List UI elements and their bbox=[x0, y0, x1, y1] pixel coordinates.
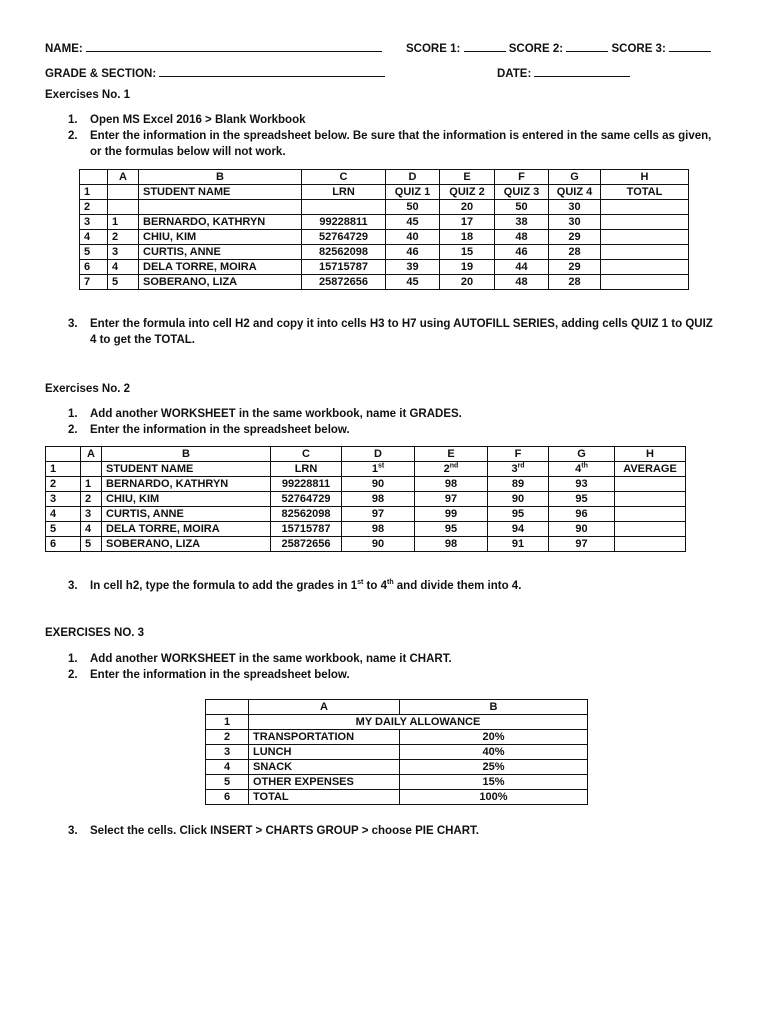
ex3-step-3: 3. Select the cells. Click INSERT > CHARTS GROUP > choose PIE CHART. bbox=[68, 825, 479, 837]
ex1-step-2: 2. Enter the information in the spreadsheet below. Be sure that the information is entered in the same cells as given, or the formulas below will not work. bbox=[68, 130, 712, 158]
table-cell: SNACK bbox=[249, 760, 400, 775]
table-cell: BERNARDO, KATHRYN bbox=[139, 215, 302, 230]
table-cell: 3 bbox=[81, 507, 102, 522]
score1-blank bbox=[464, 40, 506, 52]
ex1-spreadsheet bbox=[79, 169, 689, 290]
ex3-spreadsheet bbox=[205, 699, 588, 805]
table-cell: 5 bbox=[81, 537, 102, 552]
table-cell: 98 bbox=[342, 522, 415, 537]
column-letter bbox=[206, 700, 249, 715]
table-cell bbox=[601, 245, 689, 260]
table-row bbox=[46, 492, 686, 507]
ex2-steps bbox=[68, 406, 718, 438]
table-row bbox=[46, 477, 686, 492]
table-row bbox=[80, 245, 689, 260]
ex1-step-1: 1. Open MS Excel 2016 > Blank Workbook bbox=[68, 114, 306, 126]
ex3-steps-cont bbox=[68, 823, 718, 839]
table-cell: STUDENT NAME bbox=[139, 185, 302, 200]
table-cell bbox=[615, 537, 686, 552]
header-grade-row bbox=[45, 65, 385, 80]
table-cell: 90 bbox=[488, 492, 549, 507]
row-number: 4 bbox=[80, 230, 108, 245]
score2-label: SCORE 2: bbox=[508, 43, 564, 55]
table-cell: CURTIS, ANNE bbox=[139, 245, 302, 260]
row-number: 1 bbox=[46, 462, 81, 477]
column-letter: E bbox=[415, 447, 488, 462]
table-cell bbox=[615, 522, 686, 537]
table-cell: 3 bbox=[108, 245, 139, 260]
table-cell: 40% bbox=[400, 745, 588, 760]
table-cell: 82562098 bbox=[271, 507, 342, 522]
table-cell bbox=[601, 200, 689, 215]
score3-blank bbox=[669, 40, 711, 52]
table-cell: CHIU, KIM bbox=[139, 230, 302, 245]
column-letter: A bbox=[249, 700, 400, 715]
row-number: 2 bbox=[206, 730, 249, 745]
table-cell: QUIZ 1 bbox=[386, 185, 440, 200]
ex1-title: Exercises No. 1 bbox=[45, 89, 131, 101]
table-row bbox=[46, 522, 686, 537]
table-cell: 89 bbox=[488, 477, 549, 492]
table-cell bbox=[615, 477, 686, 492]
column-letter: E bbox=[440, 170, 495, 185]
table-cell: 100% bbox=[400, 790, 588, 805]
ex3-step-2: 2. Enter the information in the spreadsheet below. bbox=[68, 669, 350, 681]
column-letter: H bbox=[615, 447, 686, 462]
ex1-step-3: 3. Enter the formula into cell H2 and copy it into cells H3 to H7 using AUTOFILL SERIES, adding cells QUIZ 1 to QUIZ 4 to get the TOTAL. bbox=[68, 318, 713, 346]
ex3-title-row bbox=[206, 715, 588, 730]
ex3-steps bbox=[68, 651, 718, 683]
table-cell: 96 bbox=[549, 507, 615, 522]
table-row bbox=[206, 790, 588, 805]
score3-label: SCORE 3: bbox=[611, 43, 666, 55]
column-letter: B bbox=[102, 447, 271, 462]
ex1-col-header-row bbox=[80, 170, 689, 185]
row-number: 4 bbox=[206, 760, 249, 775]
table-cell: 48 bbox=[495, 275, 549, 290]
date-label: DATE: bbox=[497, 68, 532, 80]
row-number: 7 bbox=[80, 275, 108, 290]
column-letter: H bbox=[601, 170, 689, 185]
row-number: 5 bbox=[206, 775, 249, 790]
column-letter: A bbox=[81, 447, 102, 462]
table-row bbox=[206, 745, 588, 760]
header-cell: STUDENT NAME bbox=[102, 462, 271, 477]
table-cell: 90 bbox=[549, 522, 615, 537]
ex3-step-1: 1. Add another WORKSHEET in the same workbook, name it CHART. bbox=[68, 653, 452, 665]
table-row bbox=[80, 215, 689, 230]
ex2-steps-cont bbox=[68, 578, 718, 594]
table-cell: LUNCH bbox=[249, 745, 400, 760]
row-number: 4 bbox=[46, 507, 81, 522]
ex2-title: Exercises No. 2 bbox=[45, 383, 131, 395]
table-cell: 50 bbox=[495, 200, 549, 215]
table-row bbox=[80, 200, 689, 215]
column-letter: B bbox=[400, 700, 588, 715]
table-cell: 29 bbox=[549, 260, 601, 275]
ex2-step-1: 1. Add another WORKSHEET in the same workbook, name it GRADES. bbox=[68, 408, 462, 420]
table-cell: 97 bbox=[415, 492, 488, 507]
table-cell: OTHER EXPENSES bbox=[249, 775, 400, 790]
table-cell: 98 bbox=[415, 537, 488, 552]
ex2-col-header-row bbox=[46, 447, 686, 462]
ex1-steps bbox=[68, 112, 718, 160]
ex1-steps-cont bbox=[68, 316, 718, 348]
ex2-step-3: 3. In cell h2, type the formula to add the grades in 1st to 4th and divide them into 4. bbox=[68, 579, 522, 592]
row-number: 1 bbox=[80, 185, 108, 200]
table-cell: 97 bbox=[342, 507, 415, 522]
table-cell: 97 bbox=[549, 537, 615, 552]
table-cell: 99 bbox=[415, 507, 488, 522]
table-row bbox=[206, 775, 588, 790]
header-cell: 3rd bbox=[488, 462, 549, 477]
table-cell: 20 bbox=[440, 275, 495, 290]
row-number: 1 bbox=[206, 715, 249, 730]
column-letter bbox=[80, 170, 108, 185]
table-cell: 15 bbox=[440, 245, 495, 260]
table-cell: 20 bbox=[440, 200, 495, 215]
table-cell: 50 bbox=[386, 200, 440, 215]
table-cell: 90 bbox=[342, 537, 415, 552]
table-cell bbox=[601, 230, 689, 245]
table-cell: 46 bbox=[386, 245, 440, 260]
ex3-col-header-row bbox=[206, 700, 588, 715]
table-cell: CURTIS, ANNE bbox=[102, 507, 271, 522]
table-cell: 99228811 bbox=[302, 215, 386, 230]
table-row bbox=[46, 507, 686, 522]
table-cell: SOBERANO, LIZA bbox=[139, 275, 302, 290]
column-letter bbox=[46, 447, 81, 462]
header-cell: 4th bbox=[549, 462, 615, 477]
table-cell bbox=[139, 200, 302, 215]
row-number: 3 bbox=[80, 215, 108, 230]
table-cell: TRANSPORTATION bbox=[249, 730, 400, 745]
date-blank bbox=[534, 65, 630, 77]
table-cell: 94 bbox=[488, 522, 549, 537]
table-row bbox=[80, 275, 689, 290]
table-cell: 15% bbox=[400, 775, 588, 790]
allowance-title: MY DAILY ALLOWANCE bbox=[249, 715, 588, 730]
table-row bbox=[206, 760, 588, 775]
table-cell: 95 bbox=[415, 522, 488, 537]
table-cell: 15715787 bbox=[271, 522, 342, 537]
table-cell: 19 bbox=[440, 260, 495, 275]
table-cell: 99228811 bbox=[271, 477, 342, 492]
column-letter: C bbox=[271, 447, 342, 462]
table-cell: 95 bbox=[488, 507, 549, 522]
table-cell: QUIZ 2 bbox=[440, 185, 495, 200]
table-cell: 28 bbox=[549, 245, 601, 260]
table-cell: DELA TORRE, MOIRA bbox=[102, 522, 271, 537]
ex2-step-2: 2. Enter the information in the spreadsheet below. bbox=[68, 424, 350, 436]
table-cell: BERNARDO, KATHRYN bbox=[102, 477, 271, 492]
table-cell: 30 bbox=[549, 200, 601, 215]
column-letter: G bbox=[549, 447, 615, 462]
table-cell: LRN bbox=[302, 185, 386, 200]
name-label: NAME: bbox=[45, 43, 83, 55]
header-cell: AVERAGE bbox=[615, 462, 686, 477]
column-letter: A bbox=[108, 170, 139, 185]
table-cell: QUIZ 3 bbox=[495, 185, 549, 200]
row-number: 6 bbox=[206, 790, 249, 805]
column-letter: G bbox=[549, 170, 601, 185]
table-cell: 5 bbox=[108, 275, 139, 290]
grade-section-label: GRADE & SECTION: bbox=[45, 68, 157, 80]
name-blank bbox=[86, 40, 382, 52]
table-cell bbox=[108, 185, 139, 200]
column-letter: D bbox=[386, 170, 440, 185]
table-cell: 2 bbox=[108, 230, 139, 245]
table-cell: 98 bbox=[342, 492, 415, 507]
table-cell: SOBERANO, LIZA bbox=[102, 537, 271, 552]
score2-blank bbox=[566, 40, 608, 52]
table-cell: 4 bbox=[108, 260, 139, 275]
table-cell: 29 bbox=[549, 230, 601, 245]
table-cell: 25872656 bbox=[302, 275, 386, 290]
table-cell: 91 bbox=[488, 537, 549, 552]
table-cell: 98 bbox=[415, 477, 488, 492]
table-cell: 38 bbox=[495, 215, 549, 230]
table-cell: 39 bbox=[386, 260, 440, 275]
table-cell: 52764729 bbox=[302, 230, 386, 245]
table-cell: 28 bbox=[549, 275, 601, 290]
score1-label: SCORE 1: bbox=[406, 43, 461, 55]
table-cell: 18 bbox=[440, 230, 495, 245]
table-row bbox=[80, 230, 689, 245]
ex2-spreadsheet bbox=[45, 446, 686, 552]
row-number: 6 bbox=[80, 260, 108, 275]
table-cell bbox=[601, 215, 689, 230]
table-cell: 44 bbox=[495, 260, 549, 275]
header-name-row bbox=[45, 40, 382, 55]
table-cell: 17 bbox=[440, 215, 495, 230]
column-letter: B bbox=[139, 170, 302, 185]
row-number: 5 bbox=[46, 522, 81, 537]
table-cell bbox=[615, 507, 686, 522]
table-cell: 45 bbox=[386, 275, 440, 290]
header-score-row bbox=[406, 40, 711, 55]
table-cell: 52764729 bbox=[271, 492, 342, 507]
table-cell: 82562098 bbox=[302, 245, 386, 260]
header-cell: 1st bbox=[342, 462, 415, 477]
table-cell: 25872656 bbox=[271, 537, 342, 552]
table-cell: 20% bbox=[400, 730, 588, 745]
table-row bbox=[80, 260, 689, 275]
ex3-title: EXERCISES NO. 3 bbox=[45, 627, 145, 639]
table-cell: 1 bbox=[108, 215, 139, 230]
table-cell: 93 bbox=[549, 477, 615, 492]
table-cell bbox=[108, 200, 139, 215]
ex2-header-row bbox=[46, 462, 686, 477]
table-cell: 40 bbox=[386, 230, 440, 245]
column-letter: F bbox=[495, 170, 549, 185]
table-cell bbox=[601, 260, 689, 275]
row-number: 5 bbox=[80, 245, 108, 260]
grade-section-blank bbox=[159, 65, 385, 77]
table-cell bbox=[302, 200, 386, 215]
row-number: 3 bbox=[206, 745, 249, 760]
table-cell: 48 bbox=[495, 230, 549, 245]
table-cell: 30 bbox=[549, 215, 601, 230]
table-row bbox=[80, 185, 689, 200]
table-cell: DELA TORRE, MOIRA bbox=[139, 260, 302, 275]
table-cell: 2 bbox=[81, 492, 102, 507]
column-letter: C bbox=[302, 170, 386, 185]
column-letter: F bbox=[488, 447, 549, 462]
table-cell: CHIU, KIM bbox=[102, 492, 271, 507]
table-cell: 1 bbox=[81, 477, 102, 492]
table-cell: 15715787 bbox=[302, 260, 386, 275]
header-cell: LRN bbox=[271, 462, 342, 477]
row-number: 3 bbox=[46, 492, 81, 507]
table-cell: 45 bbox=[386, 215, 440, 230]
table-cell: TOTAL bbox=[601, 185, 689, 200]
column-letter: D bbox=[342, 447, 415, 462]
table-cell bbox=[601, 275, 689, 290]
row-number: 2 bbox=[80, 200, 108, 215]
table-cell: 25% bbox=[400, 760, 588, 775]
row-number: 6 bbox=[46, 537, 81, 552]
table-cell: 4 bbox=[81, 522, 102, 537]
table-cell: TOTAL bbox=[249, 790, 400, 805]
table-cell: 95 bbox=[549, 492, 615, 507]
table-cell: 46 bbox=[495, 245, 549, 260]
table-cell bbox=[615, 492, 686, 507]
row-number: 2 bbox=[46, 477, 81, 492]
table-cell: 90 bbox=[342, 477, 415, 492]
header-cell: 2nd bbox=[415, 462, 488, 477]
table-row bbox=[46, 537, 686, 552]
header-date-row bbox=[497, 65, 630, 80]
table-cell: QUIZ 4 bbox=[549, 185, 601, 200]
table-row bbox=[206, 730, 588, 745]
